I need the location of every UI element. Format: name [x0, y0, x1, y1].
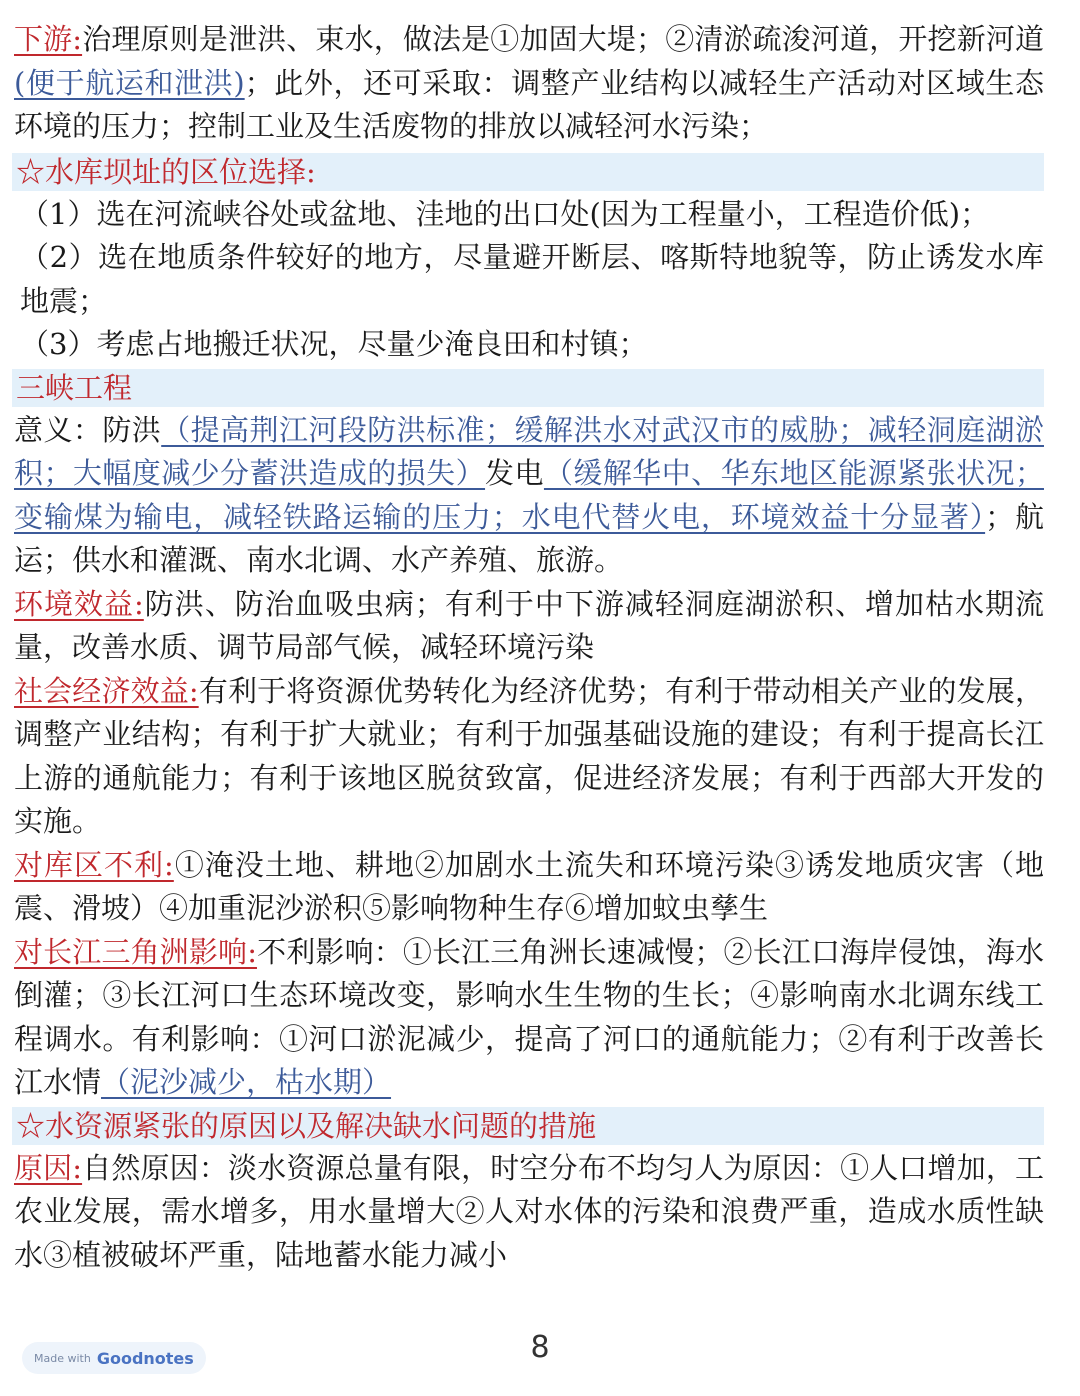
- power-note: （缓解华中、华东地区能源紧张状况；变输煤为输电，减轻铁路运输的压力；水电代替火电，环境效益十分显著）: [14, 456, 1044, 534]
- social-paragraph: 社会经济效益:有利于将资源优势转化为经济优势；有利于带动相关产业的发展，调整产业结构；有利于扩大就业；有利于加强基础设施的建设；有利于提高长江上游的通航能力；有利于该地区脱贫致富，促进经济发展；有利于西部大开发的实施。: [14, 673, 1044, 838]
- three-gorges-heading: 三峡工程: [12, 369, 1044, 407]
- document-page: [14, 18, 1044, 1277]
- downstream-label: 下游:: [14, 22, 83, 56]
- badge-made-with: Made with: [34, 1351, 91, 1365]
- delta-label: 对长江三角洲影响:: [14, 934, 257, 969]
- dam-site-item-2: （2）选在地质条件较好的地方，尽量避开断层、喀斯特地貌等，防止诱发水库地震；: [20, 240, 1044, 318]
- environment-label: 环境效益:: [14, 586, 144, 621]
- cause-label: 原因:: [14, 1150, 83, 1185]
- meaning-paragraph: 意义：防洪（提高荆江河段防洪标准；缓解洪水对武汉市的威胁；减轻洞庭湖淤积；大幅度减少分蓄洪造成的损失）发电（缓解华中、华东地区能源紧张状况；变输煤为输电，减轻铁路运输的压力；水电代替火电，环境效益十分显著）；航运；供水和灌溉、南水北调、水产养殖、旅游。: [14, 412, 1044, 577]
- reservoir-label: 对库区不利:: [14, 847, 174, 882]
- social-label: 社会经济效益:: [14, 673, 199, 708]
- cause-paragraph: 原因:自然原因：淡水资源总量有限，时空分布不均匀人为原因：①人口增加，工农业发展，需水增多，用水量增大②人对水体的污染和浪费严重，造成水质性缺水③植被破坏严重，陆地蓄水能力减小: [14, 1150, 1044, 1272]
- goodnotes-badge[interactable]: [22, 1342, 206, 1374]
- flood-note: （提高荆江河段防洪标准；缓解洪水对武汉市的威胁；减轻洞庭湖淤积；大幅度减少分蓄洪造成的损失）: [14, 412, 1044, 490]
- page-number: 8: [530, 1330, 550, 1365]
- reservoir-paragraph: 对库区不利:①淹没土地、耕地②加剧水土流失和环境污染③诱发地质灾害（地震、滑坡）④加重泥沙淤积⑤影响物种生存⑥增加蚊虫孳生: [14, 847, 1044, 925]
- dam-site-item-3: （3）考虑占地搬迁状况，尽量少淹良田和村镇；: [20, 327, 648, 361]
- dam-site-item-1: （1）选在河流峡谷处或盆地、洼地的出口处(因为工程量小，工程造价低)；: [20, 196, 990, 231]
- delta-note: （泥沙减少，枯水期）: [101, 1065, 392, 1099]
- badge-brand: Goodnotes: [96, 1348, 194, 1368]
- delta-paragraph: 对长江三角洲影响:不利影响：①长江三角洲长速减慢；②长江口海岸侵蚀，海水倒灌；③长江河口生态环境改变，影响水生生物的生长；④影响南水北调东线工程调水。有利影响：①河口淤泥减少，提高了河口的通航能力；②有利于改善长江水情（泥沙减少，枯水期）: [14, 934, 1044, 1099]
- dam-site-heading: ☆水库坝址的区位选择:: [12, 153, 1044, 191]
- environment-paragraph: 环境效益:防洪、防治血吸虫病；有利于中下游减轻洞庭湖淤积、增加枯水期流量，改善水质、调节局部气候，减轻环境污染: [14, 586, 1044, 664]
- downstream-paragraph: 下游:治理原则是泄洪、束水，做法是①加固大堤；②清淤疏浚河道，开挖新河道(便于航运和泄洪)；此外，还可采取：调整产业结构以减轻生产活动对区域生态环境的压力；控制工业及生活废物的排放以减轻河水污染；: [14, 22, 1044, 143]
- downstream-note: (便于航运和泄洪): [14, 65, 245, 100]
- water-heading: ☆水资源紧张的原因以及解决缺水问题的措施: [12, 1107, 1044, 1145]
